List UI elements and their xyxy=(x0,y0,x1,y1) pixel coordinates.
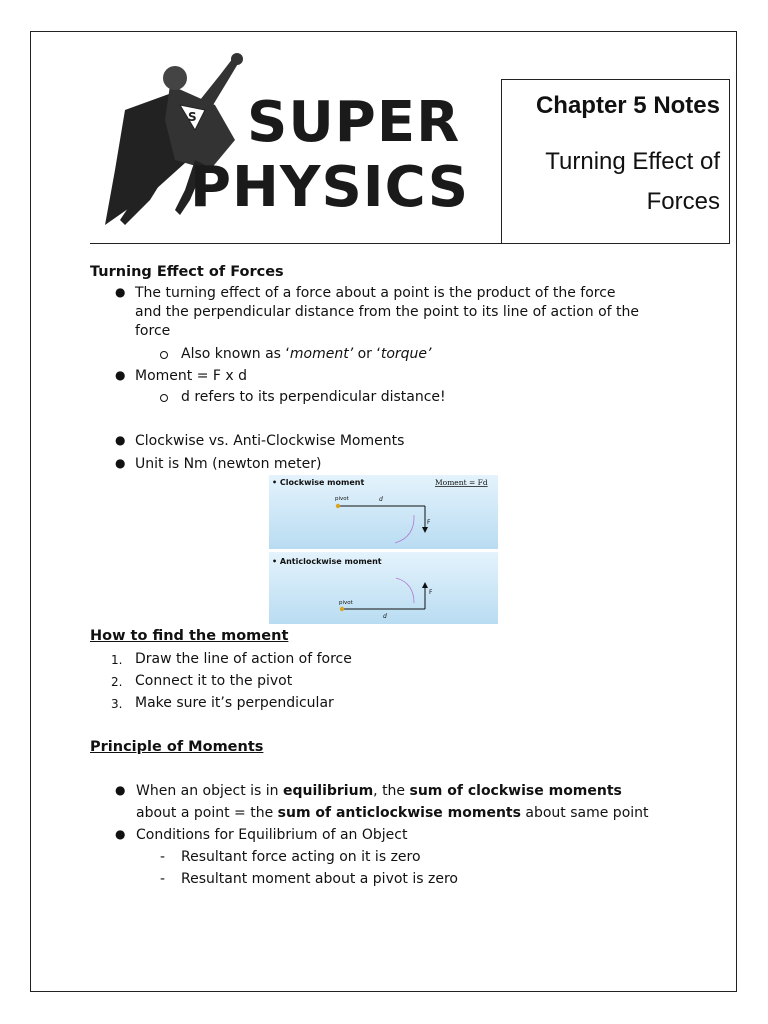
moment-formula: Moment = F x d xyxy=(135,368,248,384)
header-rule xyxy=(90,243,730,244)
chapter-subtitle-line2: Forces xyxy=(646,188,720,215)
principle-text-g: about same point xyxy=(520,805,649,821)
acw-title: • Anticlockwise moment xyxy=(272,557,382,566)
chapter-subtitle xyxy=(510,142,720,222)
circle-bullet xyxy=(160,351,168,359)
chapter-title: Chapter 5 Notes xyxy=(535,92,720,119)
svg-text:S: S xyxy=(188,110,197,124)
cw-f-label: F xyxy=(427,519,431,526)
step-number-2: 2. xyxy=(111,675,123,689)
cw-title: • Clockwise moment xyxy=(272,478,365,487)
acw-d-label: d xyxy=(383,613,387,620)
dash: - xyxy=(160,849,166,865)
circle-bullet xyxy=(160,394,168,402)
section-heading-turning-effect: Turning Effect of Forces xyxy=(90,264,284,280)
cw-pivot xyxy=(336,504,340,508)
principle-line-1 xyxy=(136,782,622,800)
step-1: Draw the line of action of force xyxy=(135,651,352,667)
cw-pivot-label: pivot xyxy=(335,496,349,502)
definition-line-2: and the perpendicular distance from the point to its line of action of the xyxy=(135,304,639,320)
cw-d-label: d xyxy=(379,496,383,503)
section-heading-how-to-find: How to find the moment xyxy=(90,628,289,644)
term-moment: moment’ xyxy=(289,346,354,362)
definition-line-3: force xyxy=(135,323,171,339)
section-heading-principle: Principle of Moments xyxy=(90,739,264,755)
acw-pivot-label: pivot xyxy=(339,600,353,606)
term-torque: torque’ xyxy=(380,346,432,362)
step-number-3: 3. xyxy=(111,697,123,711)
principle-text-c: , the xyxy=(373,783,410,799)
term-sum-anticlockwise: sum of anticlockwise moments xyxy=(277,805,521,821)
logo-word-physics: PHYSICS xyxy=(190,155,470,220)
acw-pivot xyxy=(340,607,344,611)
dash: - xyxy=(160,871,166,887)
conditions-heading: Conditions for Equilibrium of an Object xyxy=(136,827,408,843)
clockwise-vs-anticlockwise: Clockwise vs. Anti-Clockwise Moments xyxy=(135,433,405,449)
step-2: Connect it to the pivot xyxy=(135,673,293,689)
also-known-as xyxy=(181,345,431,363)
d-definition: d refers to its perpendicular distance! xyxy=(181,389,446,405)
logo-word-super: SUPER xyxy=(247,90,461,155)
formula-label: Moment = Fd xyxy=(435,478,488,487)
also-known-prefix: Also known as ‘ xyxy=(181,346,290,362)
moment-diagram xyxy=(269,475,498,624)
bullet-dot: ● xyxy=(115,827,126,841)
bullet-dot: ● xyxy=(115,783,126,797)
condition-2: Resultant moment about a pivot is zero xyxy=(181,871,458,887)
acw-f-label: F xyxy=(429,589,433,596)
condition-1: Resultant force acting on it is zero xyxy=(181,849,421,865)
unit-text: Unit is Nm (newton meter) xyxy=(135,456,322,472)
bullet-dot: ● xyxy=(115,456,126,470)
principle-text-a: When an object is in xyxy=(136,783,283,799)
principle-text-e: about a point = the xyxy=(136,805,278,821)
principle-line-2 xyxy=(136,804,649,822)
term-equilibrium: equilibrium xyxy=(283,783,374,799)
step-3: Make sure it’s perpendicular xyxy=(135,695,334,711)
step-number-1: 1. xyxy=(111,653,123,667)
chapter-subtitle-line1: Turning Effect of xyxy=(545,148,720,175)
bullet-dot: ● xyxy=(115,433,126,447)
definition-line-1: The turning effect of a force about a point is the product of the force xyxy=(135,285,616,301)
bullet-dot: ● xyxy=(115,285,126,299)
bullet-dot: ● xyxy=(115,368,126,382)
term-sum-clockwise: sum of clockwise moments xyxy=(409,783,622,799)
also-known-mid: or ‘ xyxy=(353,346,381,362)
chapter-box xyxy=(501,79,730,244)
